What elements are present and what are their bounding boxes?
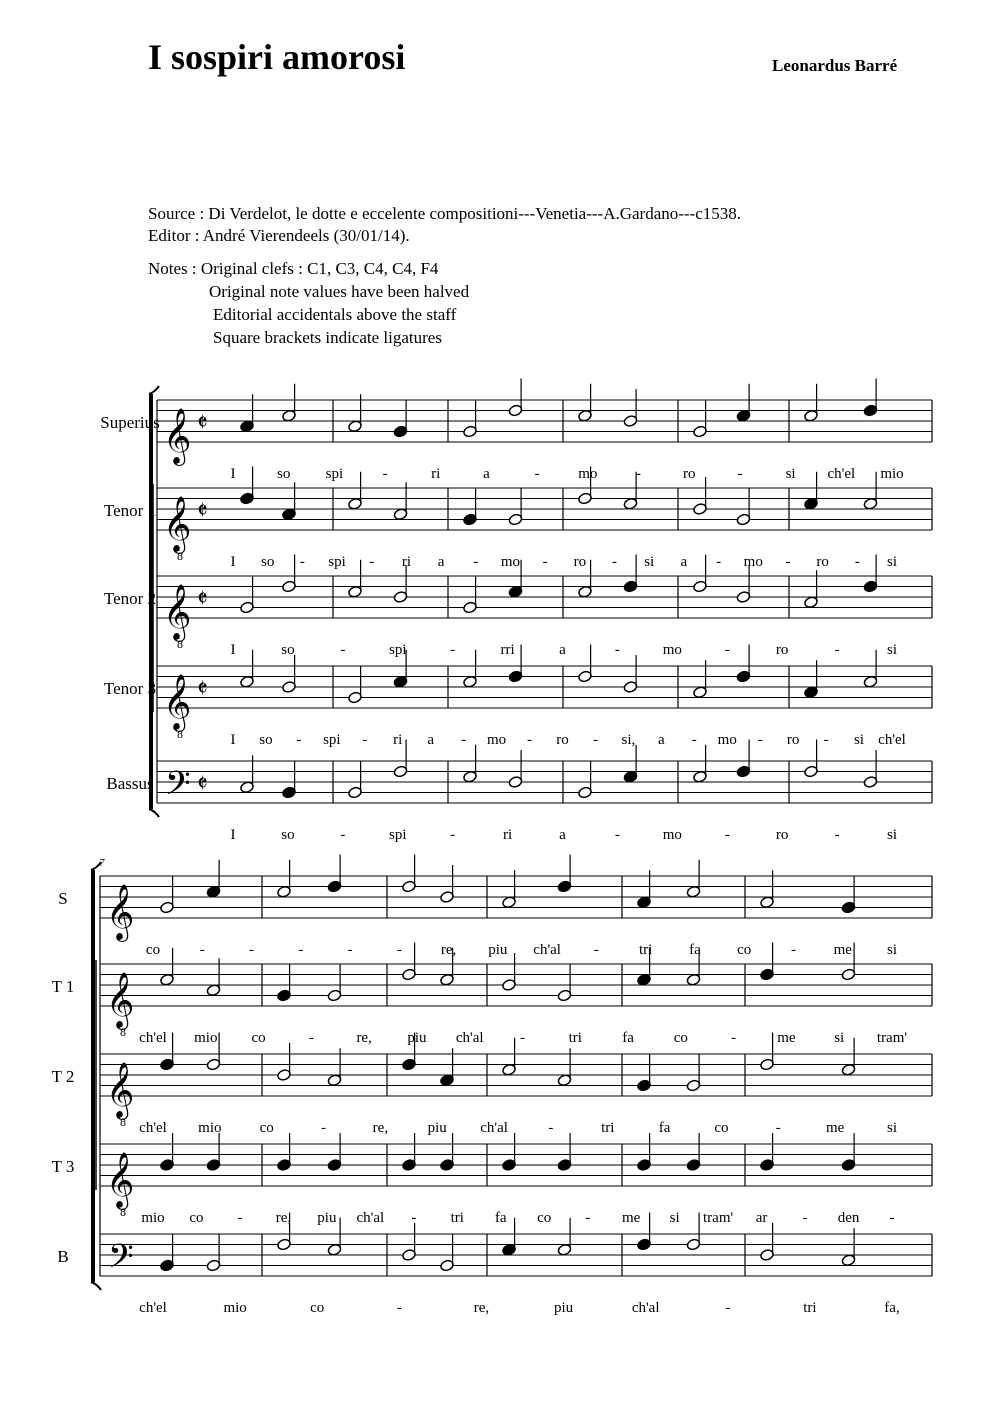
treble-clef-icon: 𝄞: [163, 410, 192, 463]
lyric-syllable: I: [230, 827, 236, 843]
treble-clef-icon: 𝄞: [106, 974, 135, 1027]
lyric-syllable: ch'el: [139, 1120, 167, 1136]
lyric-syllable: si: [886, 1120, 898, 1136]
lyric-syllable: -: [461, 732, 467, 748]
bass-clef-icon: 𝄢: [165, 765, 191, 810]
lyric-syllable: piu: [407, 1030, 427, 1046]
lyric-syllable: -: [450, 642, 456, 658]
lyric-syllable: -: [834, 827, 840, 843]
piece-title: I sospiri amorosi: [148, 37, 406, 77]
time-signature: 𝄵: [197, 676, 208, 703]
lyric-syllable: -: [527, 732, 533, 748]
lyric-syllable: -: [534, 466, 540, 482]
voice-label: Bassus: [106, 774, 154, 793]
lyric-syllable: mio: [194, 1030, 218, 1046]
lyric-syllable: -: [725, 1300, 731, 1316]
lyric-syllable: si: [886, 942, 898, 958]
voice-label: S: [58, 889, 68, 908]
lyric-syllable: ch'al: [356, 1210, 385, 1226]
lyric-syllable: I: [230, 466, 236, 482]
voice-label: Superius: [100, 413, 160, 432]
lyric-syllable: mo: [578, 466, 598, 482]
lyric-syllable: -: [823, 732, 829, 748]
lyric-syllable: rri: [500, 642, 515, 658]
lyric-syllable: ch'al: [480, 1120, 508, 1136]
lyric-syllable: ch'al: [533, 942, 561, 958]
composer-name: Leonardus Barré: [772, 56, 898, 75]
lyric-syllable: tri: [803, 1300, 817, 1316]
lyric-syllable: ch'el: [139, 1030, 167, 1046]
staff: [100, 379, 932, 483]
lyric-syllable: -: [854, 554, 860, 570]
lyric-syllable: mo: [662, 827, 682, 843]
source-line: Source : Di Verdelot, le dotte e eccelente compositioni---Venetia---A.Gardano---c1538.: [148, 204, 742, 223]
lyric-syllable: a: [483, 466, 490, 482]
lyric-syllable: -: [382, 466, 388, 482]
lyric-syllable: si: [886, 827, 898, 843]
lyric-syllable: -: [411, 1210, 417, 1226]
lyric-syllable: mio: [880, 466, 904, 482]
lyric-syllable: re,: [356, 1030, 372, 1046]
treble-clef-icon: 𝄞: [106, 886, 135, 939]
lyric-syllable: so: [259, 732, 273, 748]
staff: [57, 1213, 932, 1317]
lyric-syllable: -: [199, 942, 205, 958]
lyric-syllable: ar: [755, 1210, 768, 1226]
system-bracket: [91, 870, 95, 1282]
lyric-syllable: si: [886, 554, 898, 570]
lyric-syllable: ch'al: [631, 1300, 660, 1316]
lyric-syllable: -: [369, 554, 375, 570]
octave-marker: 8: [177, 549, 183, 563]
lyric-syllable: -: [585, 1210, 591, 1226]
time-signature: 𝄵: [197, 586, 208, 613]
lyric-syllable: -: [347, 942, 353, 958]
lyric-syllable: si,: [621, 732, 636, 748]
lyric-syllable: -: [308, 1030, 314, 1046]
lyric-syllable: -: [296, 732, 302, 748]
lyric-syllable: co: [737, 942, 752, 958]
lyric-syllable: si: [886, 642, 898, 658]
lyric-syllable: spi: [328, 554, 346, 570]
lyric-syllable: -: [731, 1030, 737, 1046]
lyric-syllable: fa,: [884, 1300, 900, 1316]
lyric-syllable: -: [396, 942, 402, 958]
lyric-syllable: mo: [662, 642, 682, 658]
lyric-syllable: a: [680, 554, 688, 570]
lyric-syllable: si: [785, 466, 796, 482]
lyric-syllable: mo: [487, 732, 507, 748]
lyric-syllable: -: [716, 554, 722, 570]
lyric-syllable: -: [249, 942, 255, 958]
staff: [52, 1133, 932, 1226]
lyric-syllable: -: [299, 554, 305, 570]
lyric-syllable: spi: [388, 827, 407, 843]
lyric-syllable: -: [614, 642, 620, 658]
voice-label: Tenor 2: [103, 589, 157, 608]
lyric-syllable: ro: [786, 732, 800, 748]
lyric-syllable: mo: [743, 554, 763, 570]
lyric-syllable: I: [230, 642, 236, 658]
staff: [104, 645, 932, 749]
lyric-syllable: me: [777, 1030, 796, 1046]
lyric-syllable: ri: [401, 554, 412, 570]
system-bracket: [149, 809, 159, 817]
system-bracket: [91, 1282, 101, 1290]
measure-number: 7: [99, 857, 105, 869]
staff: [52, 943, 932, 1047]
lyric-syllable: re,: [275, 1210, 292, 1226]
lyric-syllable: -: [340, 827, 346, 843]
score-system: [100, 379, 932, 844]
lyric-syllable: ch'el: [139, 1300, 167, 1316]
octave-marker: 8: [120, 1115, 126, 1129]
lyric-syllable: ri: [502, 827, 513, 843]
lyric-syllable: a: [559, 642, 566, 658]
lyric-syllable: -: [548, 1120, 554, 1136]
treble-clef-icon: 𝄞: [106, 1154, 135, 1207]
lyric-syllable: co: [251, 1030, 266, 1046]
notes-line: Square brackets indicate ligatures: [213, 328, 442, 347]
lyric-syllable: -: [396, 1300, 402, 1316]
octave-marker: 8: [120, 1025, 126, 1039]
lyric-syllable: -: [237, 1210, 243, 1226]
lyric-syllable: tri: [450, 1210, 464, 1226]
lyric-syllable: so: [281, 642, 295, 658]
lyric-syllable: piu: [427, 1120, 447, 1136]
lyric-syllable: si: [669, 1210, 680, 1226]
lyric-syllable: mio: [198, 1120, 222, 1136]
lyric-syllable: si: [854, 732, 865, 748]
staff: [104, 555, 932, 659]
editor-line: Editor : André Vierendeels (30/01/14).: [148, 226, 410, 245]
lyric-syllable: -: [542, 554, 548, 570]
lyric-syllable: re,: [473, 1300, 490, 1316]
lyric-syllable: so: [261, 554, 275, 570]
lyric-syllable: tram': [876, 1030, 908, 1046]
score-system: [52, 855, 932, 1317]
voice-label: B: [57, 1247, 69, 1266]
lyric-syllable: ri: [431, 466, 441, 482]
lyric-syllable: me: [622, 1210, 641, 1226]
lyric-syllable: so: [277, 466, 291, 482]
lyric-syllable: I: [230, 732, 236, 748]
lyric-syllable: spi: [325, 466, 344, 482]
lyric-syllable: co: [310, 1300, 325, 1316]
notes-line: Editorial accidentals above the staff: [213, 305, 457, 324]
lyric-syllable: co: [714, 1120, 729, 1136]
time-signature: 𝄵: [197, 771, 208, 798]
lyric-syllable: mo: [500, 554, 521, 570]
bass-clef-icon: 𝄢: [108, 1238, 134, 1283]
lyric-syllable: -: [520, 1030, 525, 1046]
lyric-syllable: a: [658, 732, 665, 748]
lyric-syllable: I: [230, 554, 236, 570]
lyric-syllable: -: [362, 732, 368, 748]
treble-clef-icon: 𝄞: [163, 586, 192, 639]
staff: [104, 467, 932, 571]
octave-marker: 8: [177, 727, 183, 741]
lyric-syllable: co: [537, 1210, 552, 1226]
voice-label: T 3: [51, 1157, 75, 1176]
lyric-syllable: -: [775, 1120, 781, 1136]
lyric-syllable: -: [340, 642, 346, 658]
lyric-syllable: co: [145, 942, 161, 958]
lyric-syllable: -: [757, 732, 763, 748]
lyric-syllable: tri: [568, 1030, 582, 1046]
lyric-syllable: ch'al: [455, 1030, 484, 1046]
voice-label: T 2: [51, 1067, 75, 1086]
voice-label: Tenor 3: [103, 679, 157, 698]
lyric-syllable: den: [837, 1210, 860, 1226]
lyric-syllable: tram': [703, 1210, 734, 1226]
lyric-syllable: piu: [317, 1210, 337, 1226]
lyric-syllable: ch'el: [878, 732, 906, 748]
staff: [52, 1033, 932, 1137]
lyric-syllable: spi: [323, 732, 341, 748]
lyric-syllable: -: [737, 466, 743, 482]
treble-clef-icon: 𝄞: [106, 1064, 135, 1117]
lyric-syllable: co: [673, 1030, 688, 1046]
lyric-syllable: fa: [622, 1030, 634, 1046]
lyric-syllable: -: [612, 554, 618, 570]
lyric-syllable: -: [593, 942, 599, 958]
lyric-syllable: tri: [638, 942, 653, 958]
lyric-syllable: -: [724, 827, 730, 843]
lyric-syllable: ro: [775, 827, 789, 843]
lyric-syllable: piu: [553, 1300, 574, 1316]
lyric-syllable: fa: [494, 1210, 507, 1226]
lyric-syllable: re,: [440, 942, 457, 958]
time-signature: 𝄵: [197, 410, 208, 437]
lyric-syllable: ro: [573, 554, 587, 570]
voice-label: T 1: [51, 977, 75, 996]
lyric-syllable: si: [644, 554, 655, 570]
staff: [106, 740, 932, 844]
lyric-syllable: ro: [556, 732, 569, 748]
lyric-syllable: me: [825, 1120, 845, 1136]
lyric-syllable: -: [614, 827, 620, 843]
lyric-syllable: re,: [372, 1120, 389, 1136]
lyric-syllable: -: [724, 642, 730, 658]
lyric-syllable: mo: [717, 732, 737, 748]
lyric-syllable: co: [189, 1210, 204, 1226]
lyric-syllable: me: [833, 942, 852, 958]
lyric-syllable: -: [691, 732, 697, 748]
lyric-syllable: -: [785, 554, 791, 570]
notes-line: Notes : Original clefs : C1, C3, C4, C4, F4: [148, 259, 439, 278]
lyric-syllable: a: [559, 827, 566, 843]
octave-marker: 8: [120, 1205, 126, 1219]
lyric-syllable: a: [437, 554, 445, 570]
lyric-syllable: mio: [223, 1300, 247, 1316]
lyric-syllable: -: [298, 942, 304, 958]
lyric-syllable: -: [889, 1210, 895, 1226]
lyric-syllable: -: [321, 1120, 327, 1136]
lyric-syllable: -: [592, 732, 598, 748]
lyric-syllable: -: [450, 827, 456, 843]
lyric-syllable: -: [802, 1210, 808, 1226]
lyric-syllable: ro: [816, 554, 829, 570]
lyric-syllable: so: [281, 827, 295, 843]
staff: [58, 855, 932, 959]
notes-line: Original note values have been halved: [209, 282, 470, 301]
voice-label: Tenor 1: [103, 501, 157, 520]
treble-clef-icon: 𝄞: [163, 676, 192, 729]
lyric-syllable: fa: [658, 1120, 671, 1136]
lyric-syllable: piu: [488, 942, 508, 958]
system-bracket: [149, 386, 159, 394]
lyric-syllable: a: [427, 732, 435, 748]
lyric-syllable: fa: [689, 942, 701, 958]
lyric-syllable: ch'el: [827, 466, 856, 482]
lyric-syllable: ro: [775, 642, 789, 658]
octave-marker: 8: [177, 637, 183, 651]
lyric-syllable: ri: [393, 732, 403, 748]
time-signature: 𝄵: [197, 498, 208, 525]
lyric-syllable: tri: [601, 1120, 615, 1136]
lyric-syllable: ro: [682, 466, 696, 482]
treble-clef-icon: 𝄞: [163, 498, 192, 551]
lyric-syllable: -: [790, 942, 796, 958]
lyric-syllable: -: [473, 554, 479, 570]
lyric-syllable: spi: [388, 642, 407, 658]
lyric-syllable: -: [834, 642, 840, 658]
lyric-syllable: co: [259, 1120, 274, 1136]
lyric-syllable: si: [834, 1030, 845, 1046]
lyric-syllable: -: [636, 466, 642, 482]
lyric-syllable: mio: [141, 1210, 165, 1226]
